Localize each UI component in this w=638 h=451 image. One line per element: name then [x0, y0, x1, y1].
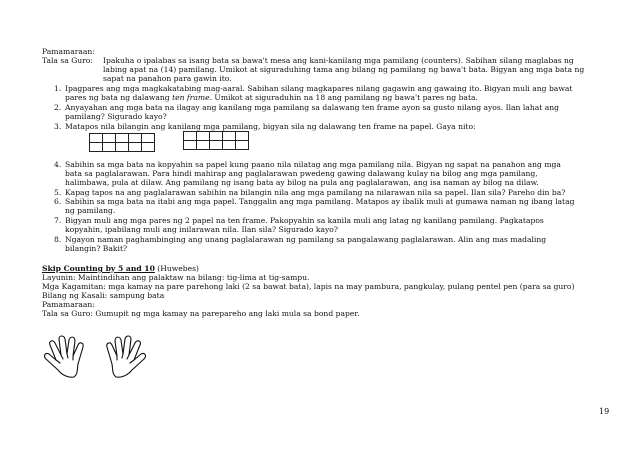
step-number: 1. [54, 84, 62, 93]
step-7-line-2: kopyahin, ipabilang muli ang inilarawan nila. Ilan sila? Sigurado kayo? [65, 225, 338, 234]
step-1-line-1: Ipagpares ang mga magkakatabing mag-aaral. Sabihan silang magkapares nilang gagawin ang gawaing ito. Bigyan muli ang bawat [65, 84, 573, 93]
step-number: 5. [54, 188, 62, 197]
step-4-line-3: halimbawa, pula at dilaw. Ang pamilang ng isang bata ay bilog na pula ang paglalarawan, ang isa naman ay bilog na dilaw. [65, 178, 539, 187]
step-1-line-2: pares ng bata ng dalawang ten frame. Umikot at siguraduhin na 18 ang pamilang ng bawa't pares ng bata. [65, 93, 478, 102]
step-8-line-1: Ngayon naman paghambinging ang unang paglalarawan ng pamilang sa pangalawang paglalarawan. Alin ang mas madaling [65, 235, 547, 244]
step-3-line-1: Matapos nila bilangin ang kanilang mga pamilang, bigyan sila ng dalawang ten frame na papel. Gaya nito: [65, 122, 476, 131]
step-7-line-1: Bigyan muli ang mga pares ng 2 papel na ten frame. Pakopyahin sa kanila muli ang latag ng kanilang pamilang. Pagkatapos [65, 216, 544, 225]
section-heading: Skip Counting by 5 and 10 (Huwebes) [42, 264, 199, 273]
tala-line-1: Ipakuha o ipalabas sa isang bata sa bawa't mesa ang kani-kanilang mga pamilang (counters). Sabihan silang maglabas ng [103, 56, 574, 65]
tala-line-2: labing apat na (14) pamilang. Umikot at siguraduhing tama ang bilang ng pamilang ng bawa't bata. Bigyan ang mga bata ng [103, 65, 585, 74]
step-number: 3. [54, 122, 62, 131]
hands-illustration [40, 333, 150, 381]
ten-frame-1 [89, 133, 155, 152]
tala-line-2nd: Tala sa Guro: Gumupit ng mga kamay na parepareho ang laki mula sa bond paper. [42, 309, 360, 318]
kasali-line: Bilang ng Kasali: sampung bata [42, 291, 165, 300]
kagamitan-line: Mga Kagamitan: mga kamay na pare parehong laki (2 sa bawat bata), lapis na may pambura, pangkulay, pulang pentel pen (para sa guro) [42, 282, 575, 291]
layunin-line: Layunin: Maintindihan ang palaktaw na bilang: tig-lima at tig-sampu. [42, 273, 310, 282]
step-6-line-2: ng pamilang. [65, 206, 116, 215]
step-8-line-2: bilangin? Bakit? [65, 244, 128, 253]
ten-frame-2 [183, 131, 249, 150]
step-5-line-1: Kapag tapos na ang paglalarawan sabihin na bilangin nila ang mga pamilang na nilarawan nila sa papel. Ilan sila? Pareho din ba? [65, 188, 566, 197]
step-number: 6. [54, 197, 62, 206]
page-number: 19 [599, 407, 610, 416]
step-2-line-2: pamilang? Sigurado kayo? [65, 112, 167, 121]
step-2-line-1: Anyayahan ang mga bata na ilagay ang kanilang mga pamilang sa dalawang ten frame ayon sa gusto nilang ayos. Ilan lahat ang [65, 103, 559, 112]
step-4-line-2: bata sa paglalarawan. Para hindi mahirap ang paglalarawan pwedeng gawing dalawang kulay na bilog ang mga pamilang, [65, 169, 538, 178]
pamamaraan-heading-2: Pamamaraan: [42, 300, 95, 309]
step-number: 4. [54, 160, 62, 169]
tala-line-3: sapat na panahon para gawin ito. [103, 74, 232, 83]
step-number: 7. [54, 216, 62, 225]
step-4-line-1: Sabihin sa mga bata na kopyahin sa papel kung paano nila nilatag ang mga pamilang nila. Bigyan ng sapat na panahon ang mga [65, 160, 561, 169]
step-number: 2. [54, 103, 62, 112]
step-number: 8. [54, 235, 62, 244]
pamamaraan-heading: Pamamaraan: [42, 47, 95, 56]
step-6-line-1: Sabihin sa mga bata na itabi ang mga papel. Tanggalin ang mga pamilang. Matapos ay ibalik muli at gumawa naman ng ibang latag [65, 197, 575, 206]
tala-label: Tala sa Guro: [42, 56, 93, 65]
